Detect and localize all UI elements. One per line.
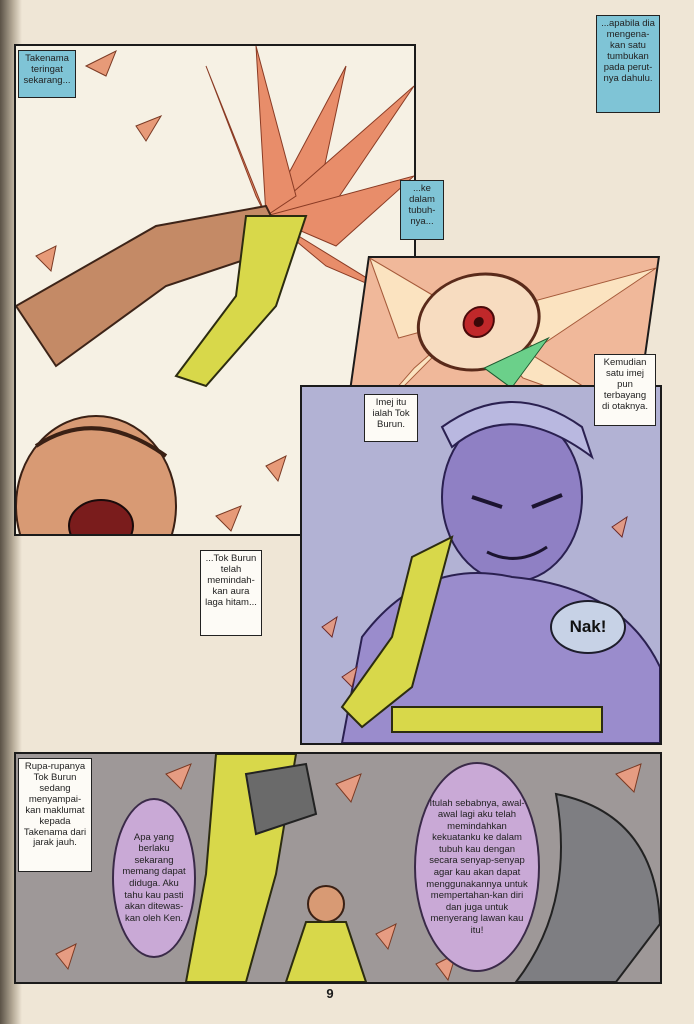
caption-it-was-tok-burun: Imej itu ialah Tok Burun. (364, 394, 418, 442)
speech-that-is-why: Itulah sebabnya, awal-awal lagi aku telah memindahkan kekuatanku ke dalam tubuh kau dengan secara senyap-senyap agar kau akan dapat menggunakannya untuk mempertahan-kan diri dan juga untuk menyerang lawan kau itu! (414, 762, 540, 972)
panel-bottom (14, 752, 662, 984)
panel-tok-burun (300, 385, 662, 745)
caption-then-an-image: Kemudian satu imej pun terbayang di otaknya. (594, 354, 656, 426)
caption-transferred-aura: ...Tok Burun telah memindah-kan aura laga hitam... (200, 550, 262, 636)
page-number: 9 (326, 986, 334, 1001)
caption-message-from-afar: Rupa-rupanya Tok Burun sedang menyampai-kan maklumat kepada Takenama dari jarak jauh. (18, 758, 92, 872)
sfx-nak: Nak! (550, 600, 626, 654)
caption-into-his-body: ...ke dalam tubuh-nya... (400, 180, 444, 240)
tok-burun-artwork (302, 387, 660, 743)
caption-takenama-remembers: Takenama teringat sekarang... (18, 50, 76, 98)
caption-if-he-applies: ...apabila dia mengena-kan satu tumbukan pada perut-nya dahulu. (596, 15, 660, 113)
speech-expected-defeat: Apa yang berlaku sekarang memang dapat diduga. Aku tahu kau pasti akan ditewas-kan oleh Ken. (112, 798, 196, 958)
